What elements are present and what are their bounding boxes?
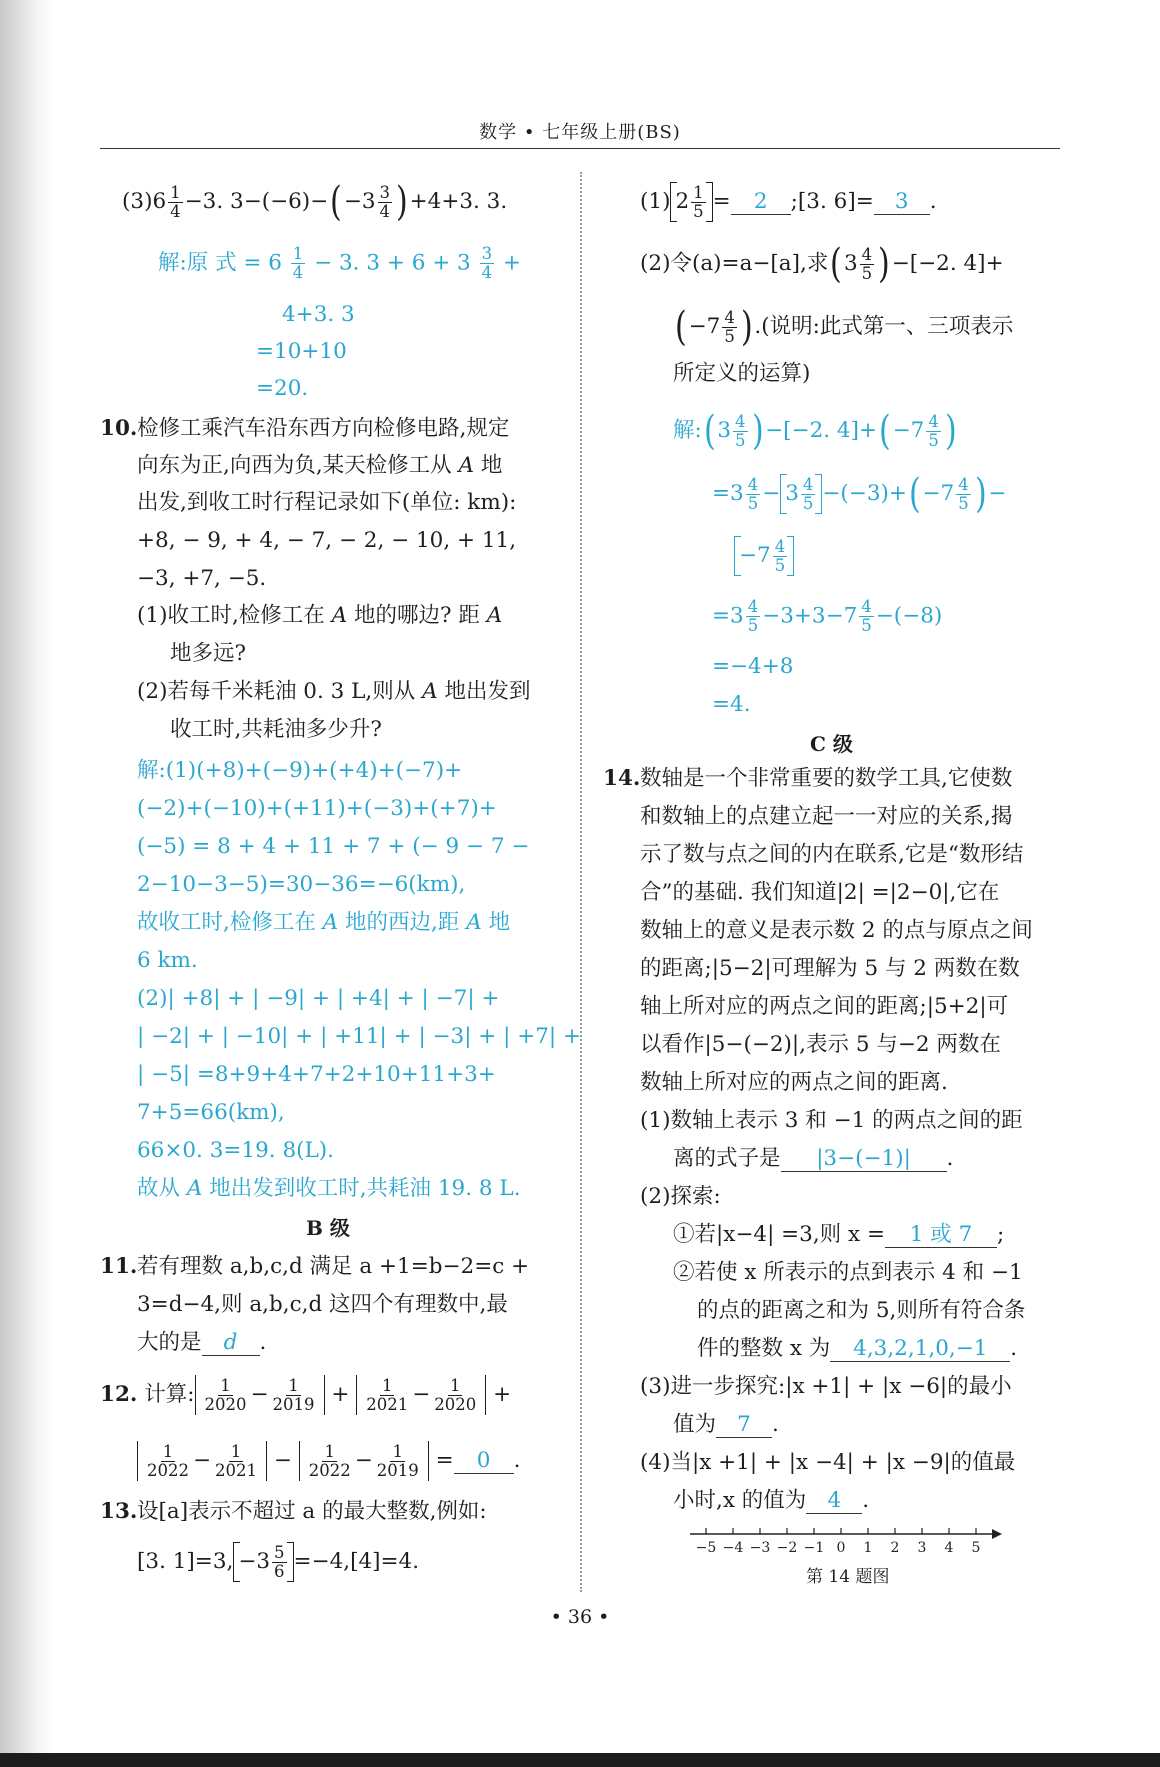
q13-2-solution-4: =3 $\frac{4}{5}$ −3+3−7 $\frac{4}{5}$ −(−8) — [712, 597, 943, 635]
q10-solution-5: 故收工时,检修工在 A 地的西边,距 A 地 — [137, 910, 511, 935]
bottom-bar — [0, 1753, 1160, 1767]
q14-line-1: 数轴是一个非常重要的数学工具,它使数 — [640, 766, 1013, 791]
q14-part-1: (1)数轴上表示 3 和 −1 的两点之间的距 — [640, 1108, 1023, 1133]
level-b-heading: B 级 — [306, 1216, 350, 1240]
number-line-tick-label: −1 — [803, 1540, 825, 1556]
q14-answer-2: 1 或 7 — [885, 1223, 997, 1248]
number-line-tick-label: 0 — [836, 1540, 846, 1556]
q9-3-solution-3: =10+10 — [256, 339, 347, 364]
q10-number: 10. — [100, 416, 138, 441]
q9-3-solution-4: =20. — [256, 376, 309, 401]
q10-solution-3: (−5) = 8 + 4 + 11 + 7 + (− 9 − 7 − — [137, 834, 530, 859]
q13-2-solution-3: −7 $\frac{4}{5}$ — [734, 536, 794, 576]
q14-line-6: 的距离;|5−2|可理解为 5 与 2 两数在数 — [640, 956, 1020, 981]
column-divider — [580, 172, 582, 1592]
q13-2-solution-6: =4. — [712, 692, 751, 717]
q13-1-answer-1: 2 — [731, 190, 791, 215]
q10-solution-8: | −2| + | −10| + | +11| + | −3| + | +7| + — [137, 1024, 582, 1049]
number-line-tick-label: 2 — [890, 1540, 900, 1556]
q13-number: 13. — [100, 1499, 138, 1524]
q9-3-solution-2: 4+3. 3 — [282, 302, 355, 327]
number-line-tick-label: −4 — [722, 1540, 744, 1556]
q10-part-1: (1)收工时,检修工在 A 地的哪边? 距 A — [137, 603, 503, 628]
q13-part-2-line-3: 所定义的运算) — [673, 361, 811, 386]
q14-part-2-1: ①若|x−4| =3,则 x = 1 或 7 ; — [673, 1222, 1005, 1247]
header-rule — [100, 148, 1060, 149]
q14-part-2-2-cont2: 件的整数 x 为 4,3,2,1,0,−1 . — [697, 1336, 1018, 1361]
q13-part-2-line-2: (−7 $\frac{4}{5}$ ).(说明:此式第一、三项表示 — [674, 304, 1014, 350]
q12-line-2: $\frac{1}{2022}$ − $\frac{1}{2021}$ − $\frac{1}{2022}$ − $\frac{1}{2019}$ = 0 . — [137, 1441, 520, 1481]
q12-line-1: 12. 计算: $\frac{1}{2020}$ − $\frac{1}{2019}$ + $\frac{1}{2021}$ − $\frac{1}{2020}$ + — [100, 1375, 512, 1414]
q14-number: 14. — [603, 766, 641, 791]
q14-line-2: 和数轴上的点建立起一一对应的关系,揭 — [640, 804, 1013, 829]
q10-line-1: 检修工乘汽车沿东西方向检修电路,规定 — [137, 416, 510, 441]
q13-1-answer-2: 3 — [874, 190, 930, 215]
q10-solution-6: 6 km. — [137, 948, 198, 973]
q10-solution-11: 66×0. 3=19. 8(L). — [137, 1138, 335, 1163]
q11-number: 11. — [100, 1254, 138, 1279]
q14-line-9: 数轴上所对应的两点之间的距离. — [640, 1070, 948, 1095]
q10-solution-1: 解:(1)(+8)+(−9)+(+4)+(−7)+ — [137, 758, 463, 783]
number-line-tick-label: 4 — [944, 1540, 954, 1556]
q13-2-solution-5: =−4+8 — [712, 654, 794, 679]
number-line-arrow — [992, 1529, 1002, 1539]
figure-caption: 第 14 题图 — [806, 1567, 890, 1587]
q13-2-solution-2: =3 $\frac{4}{5}$ − 3 $\frac{4}{5}$ −(−3)+(−7 $\frac{4}{5}$ )− — [712, 471, 1007, 517]
q14-part-3-cont: 值为 7 . — [673, 1412, 779, 1437]
q14-part-3: (3)进一步探究:|x +1| + |x −6|的最小 — [640, 1374, 1012, 1399]
q11-line-3: 大的是 d . — [137, 1330, 267, 1355]
q14-part-2-2: ②若使 x 所表示的点到表示 4 和 −1 — [673, 1260, 1023, 1285]
q10-part-2: (2)若每千米耗油 0. 3 L,则从 A 地出发到 — [137, 679, 531, 704]
q10-line-2: 向东为正,向西为负,某天检修工从 A 地 — [137, 453, 503, 478]
q14-answer-4: 7 — [716, 1413, 772, 1438]
q10-part-1-cont: 地多远? — [170, 641, 247, 666]
q10-solution-12: 故从 A 地出发到收工时,共耗油 19. 8 L. — [137, 1176, 521, 1201]
q14-answer-5: 4 — [806, 1489, 862, 1514]
q11-line-2: 3=d−4,则 a,b,c,d 这四个有理数中,最 — [137, 1292, 508, 1317]
q12-answer-blank: 0 — [454, 1449, 514, 1474]
number-line-tick-label: 3 — [917, 1540, 927, 1556]
q14-answer-3: 4,3,2,1,0,−1 — [830, 1337, 1010, 1362]
q10-solution-10: 7+5=66(km), — [137, 1100, 285, 1125]
q10-solution-9: | −5| =8+9+4+7+2+10+11+3+ — [137, 1062, 496, 1087]
q10-solution-4: 2−10−3−5)=30−36=−6(km), — [137, 872, 466, 897]
number-line-tick-label: −2 — [776, 1540, 798, 1556]
q14-part-2-2-cont: 的点的距离之和为 5,则所有符合条 — [697, 1298, 1026, 1323]
q10-line-5: −3, +7, −5. — [137, 566, 267, 591]
q14-part-1-cont: 离的式子是 |3−(−1)| . — [673, 1146, 954, 1171]
q13-part-1: (1) 2 $\frac{1}{5}$ = 2 ;[3. 6]= 3 . — [640, 182, 937, 221]
q14-part-4-cont: 小时,x 的值为 4 . — [673, 1488, 870, 1513]
q11-answer-blank: d — [202, 1331, 260, 1356]
number-line-tick-label: −3 — [749, 1540, 771, 1556]
page-edge-shadow — [0, 0, 52, 1767]
q13-line-2: [3. 1]=3, −3 $\frac{5}{6}$ =−4,[4]=4. — [137, 1542, 420, 1581]
q10-solution-2: (−2)+(−10)+(+11)+(−3)+(+7)+ — [137, 796, 497, 821]
q9-3-solution-1: 解:原 式 = 6 $\frac{1}{4}$ − 3. 3 + 6 + 3 $\frac{3}{4}$ + — [158, 244, 521, 282]
number-line-tick-label: −5 — [695, 1540, 717, 1556]
q9-3-problem: (3)6 $\frac{1}{4}$ −3. 3−(−6)−(−3 $\frac{3}{4}$ )+4+3. 3. — [122, 179, 508, 225]
q11-line-1: 若有理数 a,b,c,d 满足 a +1=b−2=c + — [137, 1254, 530, 1279]
q13-part-2-line-1: (2)令(a)=a−[a],求(3 $\frac{4}{5}$ )−[−2. 4]+ — [640, 241, 1004, 287]
q14-line-8: 以看作|5−(−2)|,表示 5 与−2 两数在 — [640, 1032, 1001, 1057]
q14-line-3: 示了数与点之间的内在联系,它是“数形结 — [640, 842, 1024, 867]
number-line-tick-label: 1 — [863, 1540, 873, 1556]
level-c-heading: C 级 — [810, 732, 853, 756]
q10-line-4: +8, − 9, + 4, − 7, − 2, − 10, + 11, — [137, 528, 517, 553]
q10-solution-7: (2)| +8| + | −9| + | +4| + | −7| + — [137, 986, 500, 1011]
q14-line-5: 数轴上的意义是表示数 2 的点与原点之间 — [640, 918, 1033, 943]
q14-part-4: (4)当|x +1| + |x −4| + |x −9|的值最 — [640, 1450, 1016, 1475]
q10-line-3: 出发,到收工时行程记录如下(单位: km): — [137, 490, 517, 515]
q14-part-2: (2)探索: — [640, 1184, 721, 1209]
page-number: • 36 • — [550, 1606, 610, 1628]
page-header: 数学 • 七年级上册(BS) — [479, 122, 681, 143]
number-line-tick-label: 5 — [971, 1540, 981, 1556]
q14-line-7: 轴上所对应的两点之间的距离;|5+2|可 — [640, 994, 1009, 1019]
q10-part-2-cont: 收工时,共耗油多少升? — [170, 717, 382, 742]
q14-answer-1: |3−(−1)| — [781, 1147, 947, 1172]
q14-line-4: 合”的基础. 我们知道|2| =|2−0|,它在 — [640, 880, 1000, 905]
q13-line-1: 设[a]表示不超过 a 的最大整数,例如: — [137, 1499, 487, 1524]
q13-2-solution-1: 解:(3 $\frac{4}{5}$ )−[−2. 4]+(−7 $\frac{4}{5}$ ) — [673, 408, 957, 454]
